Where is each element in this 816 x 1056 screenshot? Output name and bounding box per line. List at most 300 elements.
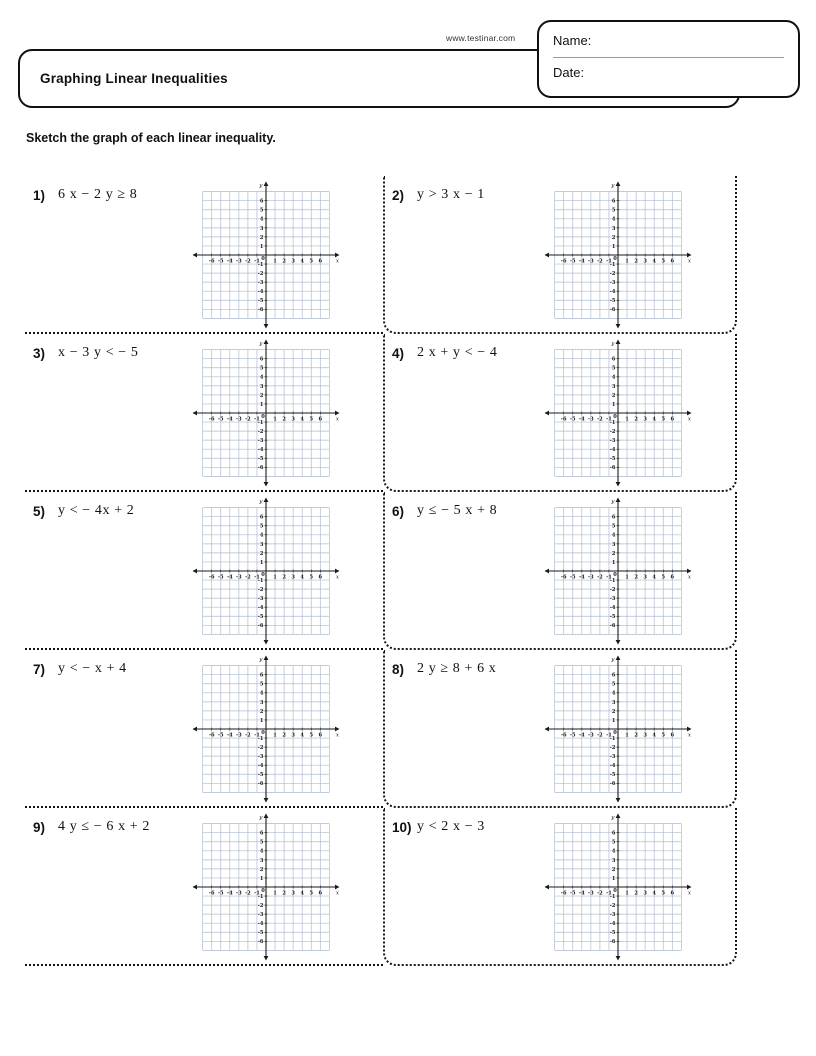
- svg-text:6: 6: [259, 514, 264, 521]
- svg-text:-3: -3: [588, 732, 594, 739]
- svg-text:6: 6: [318, 732, 323, 739]
- svg-text:-6: -6: [208, 574, 215, 581]
- svg-text:-3: -3: [236, 416, 242, 423]
- svg-text:4: 4: [611, 216, 616, 223]
- svg-text:0: 0: [613, 572, 617, 579]
- svg-text:-3: -3: [257, 912, 264, 919]
- svg-text:4: 4: [259, 216, 264, 223]
- svg-text:y: y: [611, 341, 615, 347]
- svg-text:-4: -4: [226, 890, 233, 897]
- svg-text:3: 3: [643, 258, 647, 265]
- coordinate-grid: [191, 812, 341, 962]
- svg-text:6: 6: [670, 890, 675, 897]
- svg-text:-4: -4: [609, 605, 616, 612]
- svg-text:x: x: [687, 732, 692, 739]
- svg-text:3: 3: [611, 699, 616, 706]
- svg-text:6: 6: [670, 416, 675, 423]
- svg-text:-3: -3: [588, 416, 594, 423]
- svg-text:5: 5: [259, 523, 264, 530]
- svg-text:1: 1: [625, 732, 629, 739]
- svg-text:5: 5: [259, 681, 264, 688]
- svg-text:4: 4: [259, 532, 264, 539]
- svg-text:3: 3: [291, 416, 295, 423]
- svg-text:x: x: [687, 574, 692, 581]
- svg-text:-1: -1: [606, 890, 612, 897]
- svg-text:x: x: [687, 416, 692, 423]
- problem-number: 9): [33, 820, 46, 835]
- svg-text:4: 4: [652, 574, 656, 581]
- instruction-text: Sketch the graph of each linear inequality.: [26, 131, 276, 145]
- problem-number: 6): [392, 504, 405, 519]
- svg-text:5: 5: [309, 890, 314, 897]
- problem-expression: 2 y ≥ 8 + 6 x: [417, 661, 497, 676]
- svg-text:2: 2: [282, 732, 286, 739]
- svg-text:-4: -4: [578, 732, 585, 739]
- svg-text:-3: -3: [609, 754, 616, 761]
- svg-text:-2: -2: [245, 890, 251, 897]
- problem-number: 3): [33, 346, 46, 361]
- svg-text:6: 6: [259, 672, 264, 679]
- svg-text:y: y: [259, 341, 263, 347]
- svg-text:-5: -5: [569, 258, 576, 265]
- problem-expression: y < − 4x + 2: [58, 503, 135, 518]
- svg-text:x: x: [335, 574, 340, 581]
- svg-text:-4: -4: [257, 921, 264, 928]
- svg-text:5: 5: [309, 416, 314, 423]
- svg-text:0: 0: [613, 414, 617, 421]
- svg-text:-6: -6: [609, 781, 616, 788]
- problem-expression: y > 3 x − 1: [417, 187, 485, 202]
- svg-text:-6: -6: [609, 307, 616, 314]
- problem-expression: 6 x − 2 y ≥ 8: [58, 187, 138, 202]
- svg-text:2: 2: [634, 416, 638, 423]
- coordinate-grid: [543, 338, 693, 488]
- svg-text:-2: -2: [597, 574, 603, 581]
- svg-text:5: 5: [661, 890, 666, 897]
- svg-text:-5: -5: [609, 772, 616, 779]
- svg-text:-1: -1: [257, 735, 264, 742]
- problem-number: 4): [392, 346, 405, 361]
- svg-text:-2: -2: [609, 587, 616, 593]
- svg-text:-5: -5: [257, 456, 264, 463]
- svg-text:-5: -5: [217, 574, 224, 581]
- svg-text:2: 2: [611, 234, 616, 241]
- svg-text:1: 1: [611, 559, 616, 566]
- problem-expression: y < − x + 4: [58, 661, 127, 676]
- svg-text:6: 6: [318, 416, 323, 423]
- problems-grid: [25, 176, 737, 966]
- svg-text:1: 1: [273, 258, 277, 265]
- svg-text:-6: -6: [257, 623, 264, 630]
- svg-text:3: 3: [643, 416, 647, 423]
- svg-text:-3: -3: [236, 890, 242, 897]
- coordinate-grid-svg: [191, 338, 341, 488]
- svg-text:x: x: [687, 890, 692, 897]
- coordinate-grid-svg: [543, 496, 693, 646]
- coordinate-grid-svg: [191, 812, 341, 962]
- svg-text:-4: -4: [226, 258, 233, 265]
- svg-text:-4: -4: [257, 763, 264, 770]
- svg-text:3: 3: [291, 732, 295, 739]
- svg-text:2: 2: [259, 866, 264, 873]
- svg-text:2: 2: [282, 890, 286, 897]
- svg-text:-1: -1: [254, 416, 260, 423]
- problem-cell: [383, 492, 737, 650]
- svg-text:2: 2: [634, 574, 638, 581]
- svg-text:-4: -4: [226, 416, 233, 423]
- svg-text:1: 1: [273, 732, 277, 739]
- svg-text:-4: -4: [578, 416, 585, 423]
- svg-text:0: 0: [261, 414, 265, 421]
- svg-text:-6: -6: [208, 416, 215, 423]
- svg-text:-1: -1: [609, 577, 616, 584]
- coordinate-grid: [543, 496, 693, 646]
- svg-text:x: x: [335, 416, 340, 423]
- svg-text:-4: -4: [257, 605, 264, 612]
- svg-text:-6: -6: [609, 465, 616, 472]
- coordinate-grid: [191, 180, 341, 330]
- svg-text:-1: -1: [606, 732, 612, 739]
- svg-text:-3: -3: [257, 754, 264, 761]
- svg-text:1: 1: [625, 258, 629, 265]
- coordinate-grid-svg: [543, 180, 693, 330]
- svg-text:-4: -4: [226, 574, 233, 581]
- svg-text:-4: -4: [609, 289, 616, 296]
- svg-text:3: 3: [259, 383, 264, 390]
- svg-text:1: 1: [259, 559, 264, 566]
- svg-text:3: 3: [259, 541, 264, 548]
- problem-cell: [25, 808, 383, 966]
- svg-text:3: 3: [643, 574, 647, 581]
- svg-text:-1: -1: [254, 574, 260, 581]
- svg-text:-5: -5: [217, 732, 224, 739]
- svg-text:0: 0: [261, 256, 265, 263]
- svg-text:1: 1: [259, 875, 264, 882]
- svg-text:2: 2: [611, 708, 616, 715]
- svg-text:5: 5: [259, 839, 264, 846]
- svg-text:1: 1: [611, 875, 616, 882]
- problem-number: 10): [392, 820, 412, 835]
- svg-text:2: 2: [611, 392, 616, 399]
- svg-text:-5: -5: [217, 890, 224, 897]
- svg-text:-1: -1: [609, 261, 616, 268]
- svg-text:y: y: [611, 815, 615, 821]
- svg-text:2: 2: [259, 392, 264, 399]
- svg-text:1: 1: [625, 574, 629, 581]
- svg-text:2: 2: [634, 258, 638, 265]
- svg-text:-4: -4: [578, 258, 585, 265]
- svg-text:-5: -5: [609, 298, 616, 305]
- svg-text:-2: -2: [609, 271, 616, 277]
- svg-text:-1: -1: [257, 261, 264, 268]
- svg-text:5: 5: [661, 574, 666, 581]
- svg-text:4: 4: [611, 848, 616, 855]
- svg-text:-2: -2: [257, 271, 264, 277]
- svg-text:0: 0: [613, 256, 617, 263]
- problem-number: 5): [33, 504, 46, 519]
- svg-text:6: 6: [670, 732, 675, 739]
- svg-text:3: 3: [643, 890, 647, 897]
- svg-text:-6: -6: [560, 732, 567, 739]
- svg-text:y: y: [259, 499, 263, 505]
- svg-text:6: 6: [611, 514, 616, 521]
- name-label: Name:: [553, 33, 592, 48]
- svg-text:3: 3: [259, 857, 264, 864]
- svg-text:-6: -6: [257, 307, 264, 314]
- svg-text:2: 2: [634, 890, 638, 897]
- svg-text:-3: -3: [257, 596, 264, 603]
- svg-text:-1: -1: [254, 732, 260, 739]
- coordinate-grid-svg: [543, 812, 693, 962]
- svg-text:4: 4: [611, 690, 616, 697]
- svg-text:1: 1: [625, 890, 629, 897]
- svg-text:3: 3: [611, 225, 616, 232]
- svg-text:-2: -2: [257, 903, 264, 909]
- svg-text:-5: -5: [569, 732, 576, 739]
- svg-text:-2: -2: [245, 416, 251, 423]
- svg-text:-1: -1: [257, 893, 264, 900]
- svg-text:-4: -4: [226, 732, 233, 739]
- svg-text:-3: -3: [609, 912, 616, 919]
- svg-text:-1: -1: [609, 735, 616, 742]
- svg-text:-1: -1: [606, 258, 612, 265]
- svg-text:3: 3: [611, 383, 616, 390]
- svg-text:-5: -5: [569, 890, 576, 897]
- svg-text:-5: -5: [257, 930, 264, 937]
- svg-text:3: 3: [259, 699, 264, 706]
- svg-text:6: 6: [611, 356, 616, 363]
- svg-text:-3: -3: [236, 574, 242, 581]
- svg-text:-5: -5: [609, 614, 616, 621]
- name-date-box: [537, 20, 800, 98]
- svg-text:-2: -2: [245, 258, 251, 265]
- svg-text:-6: -6: [208, 732, 215, 739]
- coordinate-grid: [191, 496, 341, 646]
- svg-text:-2: -2: [245, 732, 251, 739]
- svg-text:1: 1: [611, 717, 616, 724]
- svg-text:-3: -3: [257, 438, 264, 445]
- svg-text:4: 4: [300, 258, 304, 265]
- svg-text:y: y: [611, 499, 615, 505]
- svg-text:2: 2: [259, 550, 264, 557]
- svg-text:6: 6: [670, 258, 675, 265]
- svg-text:4: 4: [300, 416, 304, 423]
- svg-text:0: 0: [261, 888, 265, 895]
- svg-text:-2: -2: [609, 903, 616, 909]
- coordinate-grid: [191, 654, 341, 804]
- svg-text:5: 5: [259, 365, 264, 372]
- svg-text:3: 3: [259, 225, 264, 232]
- coordinate-grid: [191, 338, 341, 488]
- svg-text:-1: -1: [257, 577, 264, 584]
- svg-text:5: 5: [259, 207, 264, 214]
- svg-text:1: 1: [625, 416, 629, 423]
- svg-text:3: 3: [611, 857, 616, 864]
- svg-text:-1: -1: [606, 416, 612, 423]
- svg-text:-6: -6: [560, 890, 567, 897]
- svg-text:4: 4: [300, 574, 304, 581]
- svg-text:5: 5: [611, 523, 616, 530]
- svg-text:4: 4: [259, 848, 264, 855]
- svg-text:1: 1: [259, 717, 264, 724]
- svg-text:3: 3: [291, 258, 295, 265]
- svg-text:5: 5: [611, 207, 616, 214]
- svg-text:1: 1: [611, 401, 616, 408]
- svg-text:6: 6: [318, 258, 323, 265]
- svg-text:2: 2: [259, 234, 264, 241]
- svg-text:-2: -2: [257, 429, 264, 435]
- svg-text:-5: -5: [217, 258, 224, 265]
- svg-text:6: 6: [318, 574, 323, 581]
- svg-text:-2: -2: [245, 574, 251, 581]
- svg-text:2: 2: [611, 866, 616, 873]
- svg-text:-1: -1: [606, 574, 612, 581]
- svg-text:4: 4: [259, 374, 264, 381]
- svg-text:1: 1: [259, 243, 264, 250]
- coordinate-grid-svg: [543, 338, 693, 488]
- svg-text:-3: -3: [588, 258, 594, 265]
- svg-text:y: y: [611, 657, 615, 663]
- svg-text:1: 1: [611, 243, 616, 250]
- name-underline: [553, 57, 784, 58]
- problem-number: 7): [33, 662, 46, 677]
- svg-text:-4: -4: [609, 447, 616, 454]
- coordinate-grid-svg: [191, 496, 341, 646]
- svg-text:-1: -1: [609, 893, 616, 900]
- svg-text:-6: -6: [609, 623, 616, 630]
- svg-text:-3: -3: [609, 596, 616, 603]
- svg-text:y: y: [611, 183, 615, 189]
- problem-expression: y < 2 x − 3: [417, 819, 485, 834]
- svg-text:4: 4: [652, 416, 656, 423]
- svg-text:6: 6: [611, 198, 616, 205]
- problem-cell: [383, 808, 737, 966]
- svg-text:0: 0: [261, 730, 265, 737]
- svg-text:-5: -5: [257, 772, 264, 779]
- svg-text:-6: -6: [560, 416, 567, 423]
- svg-text:-6: -6: [257, 939, 264, 946]
- svg-text:1: 1: [273, 890, 277, 897]
- svg-text:-5: -5: [217, 416, 224, 423]
- svg-text:5: 5: [309, 258, 314, 265]
- svg-text:2: 2: [259, 708, 264, 715]
- coordinate-grid: [543, 654, 693, 804]
- svg-text:5: 5: [611, 839, 616, 846]
- svg-text:y: y: [259, 657, 263, 663]
- problem-expression: x − 3 y < − 5: [58, 345, 139, 360]
- problem-cell: [25, 492, 383, 650]
- problem-expression: 4 y ≤ − 6 x + 2: [58, 819, 150, 834]
- svg-text:6: 6: [611, 672, 616, 679]
- svg-text:-6: -6: [208, 890, 215, 897]
- svg-text:5: 5: [611, 365, 616, 372]
- svg-text:6: 6: [670, 574, 675, 581]
- svg-text:4: 4: [300, 732, 304, 739]
- svg-text:3: 3: [643, 732, 647, 739]
- svg-text:5: 5: [661, 258, 666, 265]
- problem-cell: [383, 176, 737, 334]
- svg-text:-5: -5: [257, 614, 264, 621]
- svg-text:-4: -4: [578, 574, 585, 581]
- svg-text:-6: -6: [208, 258, 215, 265]
- svg-text:6: 6: [318, 890, 323, 897]
- svg-text:-2: -2: [609, 429, 616, 435]
- svg-text:4: 4: [652, 890, 656, 897]
- svg-text:-4: -4: [257, 289, 264, 296]
- svg-text:-2: -2: [257, 587, 264, 593]
- svg-text:-1: -1: [254, 258, 260, 265]
- problem-number: 8): [392, 662, 405, 677]
- svg-text:6: 6: [259, 356, 264, 363]
- svg-text:4: 4: [652, 258, 656, 265]
- svg-text:-3: -3: [236, 732, 242, 739]
- svg-text:-3: -3: [588, 574, 594, 581]
- svg-text:-3: -3: [236, 258, 242, 265]
- svg-text:-2: -2: [597, 890, 603, 897]
- svg-text:x: x: [335, 890, 340, 897]
- svg-text:-3: -3: [609, 438, 616, 445]
- svg-text:5: 5: [661, 416, 666, 423]
- svg-text:-3: -3: [609, 280, 616, 287]
- coordinate-grid: [543, 180, 693, 330]
- problem-expression: 2 x + y < − 4: [417, 345, 498, 360]
- svg-text:-2: -2: [257, 745, 264, 751]
- svg-text:6: 6: [259, 198, 264, 205]
- svg-text:-2: -2: [597, 732, 603, 739]
- svg-text:5: 5: [309, 574, 314, 581]
- coordinate-grid-svg: [191, 654, 341, 804]
- svg-text:3: 3: [291, 890, 295, 897]
- svg-text:3: 3: [291, 574, 295, 581]
- svg-text:-5: -5: [257, 298, 264, 305]
- svg-text:4: 4: [611, 374, 616, 381]
- svg-text:2: 2: [282, 258, 286, 265]
- svg-text:-6: -6: [560, 574, 567, 581]
- coordinate-grid-svg: [191, 180, 341, 330]
- svg-text:-4: -4: [609, 921, 616, 928]
- problem-number: 1): [33, 188, 46, 203]
- svg-text:-4: -4: [578, 890, 585, 897]
- svg-text:x: x: [335, 258, 340, 265]
- website-url: www.testinar.com: [446, 33, 516, 43]
- svg-text:-1: -1: [609, 419, 616, 426]
- problem-cell: [383, 650, 737, 808]
- svg-text:4: 4: [259, 690, 264, 697]
- svg-text:2: 2: [282, 416, 286, 423]
- coordinate-grid-svg: [543, 654, 693, 804]
- svg-text:-6: -6: [257, 781, 264, 788]
- svg-text:5: 5: [309, 732, 314, 739]
- svg-text:6: 6: [259, 830, 264, 837]
- problem-cell: [383, 334, 737, 492]
- problem-expression: y ≤ − 5 x + 8: [417, 503, 498, 518]
- svg-text:-1: -1: [257, 419, 264, 426]
- svg-text:1: 1: [259, 401, 264, 408]
- svg-text:-5: -5: [569, 574, 576, 581]
- svg-text:y: y: [259, 183, 263, 189]
- svg-text:1: 1: [273, 416, 277, 423]
- svg-text:x: x: [687, 258, 692, 265]
- problem-cell: [25, 176, 383, 334]
- svg-text:-4: -4: [609, 763, 616, 770]
- svg-text:x: x: [335, 732, 340, 739]
- problem-cell: [25, 650, 383, 808]
- date-label: Date:: [553, 65, 585, 80]
- svg-text:4: 4: [652, 732, 656, 739]
- svg-text:2: 2: [282, 574, 286, 581]
- svg-text:-2: -2: [597, 258, 603, 265]
- svg-text:-2: -2: [597, 416, 603, 423]
